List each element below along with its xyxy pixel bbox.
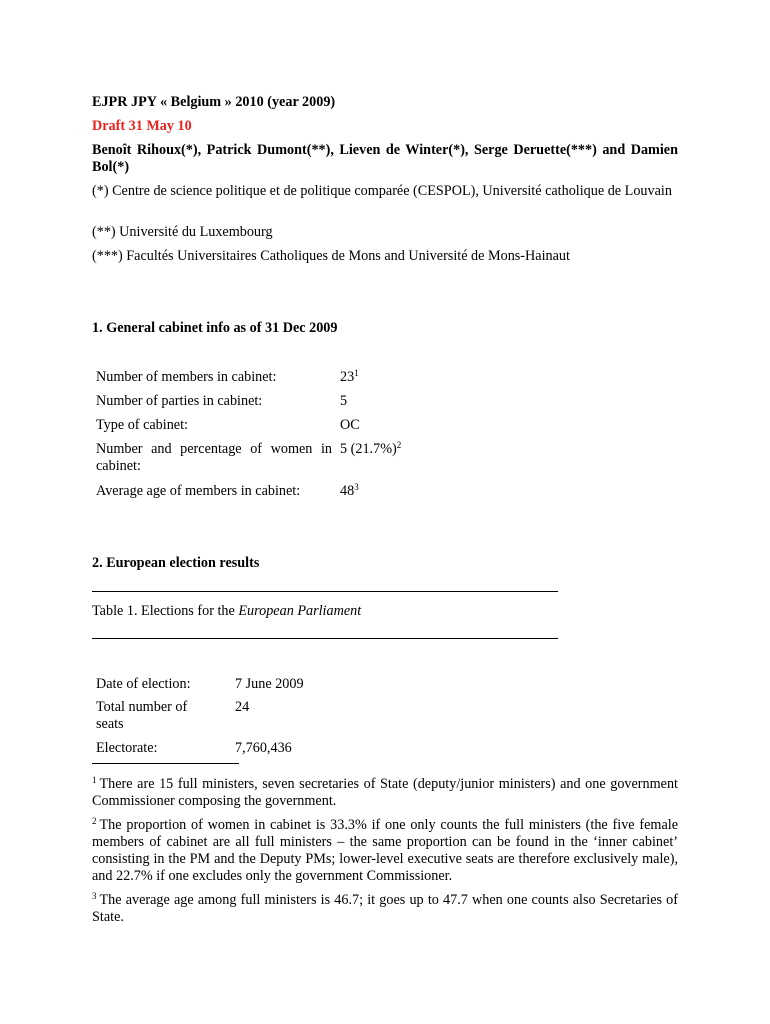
table-row: [96, 417, 656, 437]
cabinet-value: $48^3$: [340, 482, 359, 499]
election-value: 24: [235, 699, 250, 715]
footnote-2: $^2$ The proportion of women in cabinet is 33.3% if one only counts the full ministers (the five female members of cabinet are all full ministers – the same proportion can be found in the ‘inner cabinet’ consisting in the PM and the Deputy PMs; lower-level executive seats are therefore exclusively male), and 22.7% if one excludes only the government Commissioner.: [92, 816, 678, 884]
affiliation-1: (*) Centre de science politique et de politique comparée (CESPOL), Université catholique de Louvain: [92, 183, 672, 199]
affiliation-3: (***) Facultés Universitaires Catholiques de Mons and Université de Mons-Hainaut: [92, 248, 570, 264]
cabinet-value: 5 $(21.7\%)^2$: [340, 440, 402, 457]
footnote-ref: 3: [354, 482, 359, 492]
election-label: Total number of seats: [96, 699, 188, 732]
section-2-heading: 2. European election results: [92, 555, 260, 571]
table-row: [96, 740, 656, 760]
footnote-1: $^1$ There are 15 full ministers, seven secretaries of State (deputy/junior ministers) and one government Commissioner composing the government.: [92, 775, 678, 809]
election-label: Date of election:: [96, 676, 191, 692]
table-row: [96, 676, 656, 696]
footnote-mark: 2: [92, 816, 97, 826]
cabinet-value: OC: [340, 417, 360, 433]
election-label: Electorate:: [96, 740, 158, 756]
footnote-separator: [92, 763, 239, 764]
table-row: [96, 699, 656, 735]
table-row: [96, 369, 656, 389]
draft-date: Draft 31 May 10: [92, 118, 192, 134]
document-title: EJPR JPY « Belgium » 2010 (year 2009): [92, 94, 336, 110]
footnote-3: $^3$ The average age among full ministers is 46.7; it goes up to 47.7 when one counts also Secretaries of State.: [92, 891, 678, 925]
table-row: [96, 483, 656, 503]
footnote-mark: 1: [92, 775, 97, 785]
authors: Benoît Rihoux(*), Patrick Dumont(**), Lieven de Winter(*), Serge Deruette(***) and Damien Bol(*): [92, 142, 678, 175]
table-row: [96, 393, 656, 413]
table-caption: Table 1. Elections for the European Parliament: [92, 603, 362, 619]
cabinet-label: Average age of members in cabinet:: [96, 483, 301, 499]
table-row: [96, 441, 656, 477]
election-value: 7,760,436: [235, 740, 292, 756]
footnote-ref: 1: [354, 368, 359, 378]
footnote-ref: 2: [396, 440, 402, 450]
cabinet-value: $23^1$: [340, 368, 359, 385]
footnote-mark: 3: [92, 891, 97, 901]
section-1-heading: 1. General cabinet info as of 31 Dec 2009: [92, 320, 338, 336]
cabinet-label: Number of parties in cabinet:: [96, 393, 263, 409]
table-bottom-rule: [92, 638, 558, 639]
cabinet-label: Number of members in cabinet:: [96, 369, 277, 385]
cabinet-label: Type of cabinet:: [96, 417, 188, 433]
affiliation-2: (**) Université du Luxembourg: [92, 224, 273, 240]
table-top-rule: [92, 591, 558, 592]
election-value: 7 June 2009: [235, 676, 304, 692]
cabinet-label: Number and percentage of women in cabinet:: [96, 441, 332, 474]
cabinet-value: 5: [340, 393, 348, 409]
